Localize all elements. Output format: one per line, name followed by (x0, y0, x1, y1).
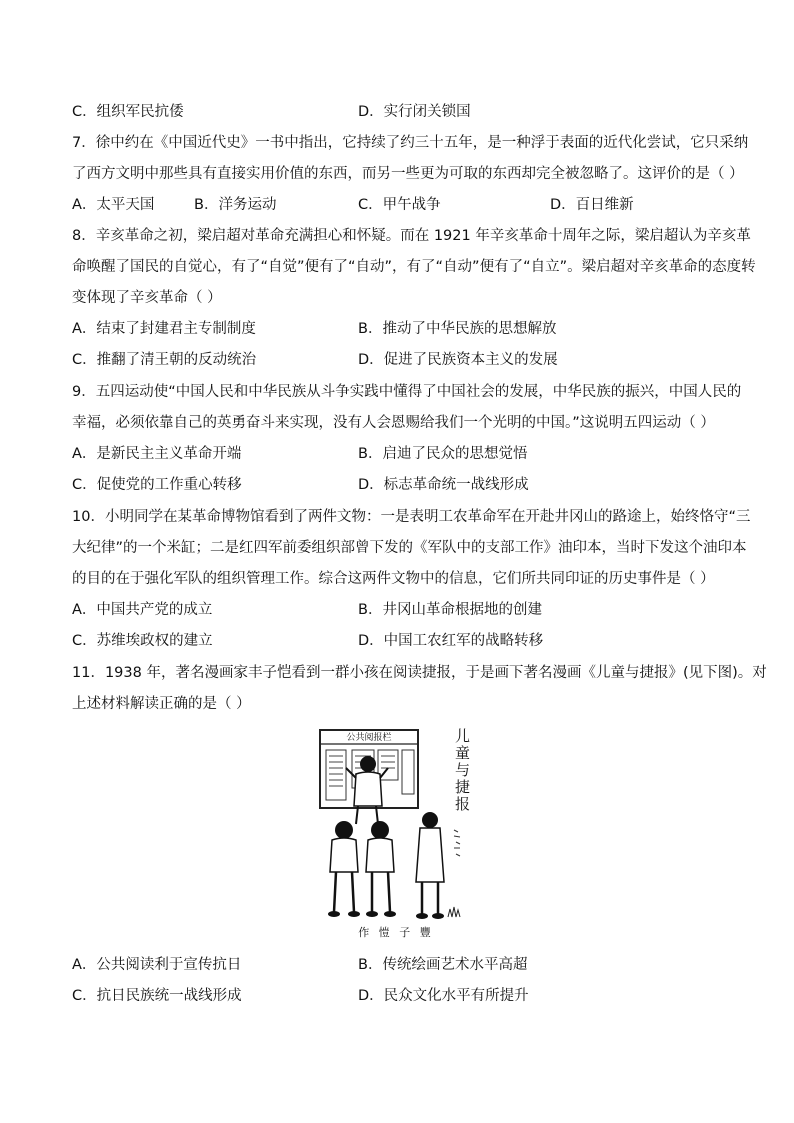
child-head-top (360, 756, 376, 772)
q9-option-a: A．是新民主主义革命开端 (72, 446, 242, 462)
q11-option-d: D．民众文化水平有所提升 (358, 988, 529, 1004)
artist-signature (454, 830, 460, 856)
q9-option-c: C．促使党的工作重心转移 (72, 477, 242, 493)
q6-option-c: C．组织军民抗倭 (72, 104, 184, 120)
child-head-left (335, 821, 353, 839)
q6-option-d: D．实行闭关锁国 (358, 104, 471, 120)
q8-stem-line-2: 命唤醒了国民的自觉心，有了“自觉”便有了“自动”，有了“自动”便有了“自立”。梁启超对辛亥革命的态度转 (72, 259, 756, 275)
q9-option-b: B．启迪了民众的思想觉悟 (358, 446, 528, 462)
q10-option-a: A．中国共产党的成立 (72, 602, 213, 618)
q10-option-c: C．苏维埃政权的建立 (72, 633, 213, 649)
q8-option-b: B．推动了中华民族的思想解放 (358, 321, 557, 337)
q8-stem-line-1: 8．辛亥革命之初，梁启超对革命充满担心和怀疑。而在 1921 年辛亥革命十周年之际，梁启超认为辛亥革 (72, 228, 751, 244)
q8-stem-line-3: 变体现了辛亥革命（ ） (72, 290, 222, 306)
vertical-title: 儿童与捷报 (453, 728, 471, 813)
q7-option-a: A．太平天国 (72, 197, 155, 213)
q7-option-d: D．百日维新 (550, 197, 634, 213)
q7-stem-line-2: 了西方文明中那些具有直接实用价值的东西，而另一些更为可取的东西却完全被忽略了。这评价的是（ ） (72, 166, 744, 182)
q11-option-b: B．传统绘画艺术水平高超 (358, 957, 528, 973)
q7-option-c: C．甲午战争 (358, 197, 441, 213)
q10-stem-line-1: 10．小明同学在某革命博物馆看到了两件文物：一是表明工农革命军在开赴井冈山的路途上，始终恪守“三 (72, 509, 751, 525)
q9-stem-line-1: 9．五四运动使“中国人民和中华民族从斗争实践中懂得了中国社会的发展，中华民族的振兴，中国人民的 (72, 384, 742, 400)
q11-stem-line-2: 上述材料解读正确的是（ ） (72, 696, 251, 712)
board-title: 公共阅报栏 (346, 733, 392, 743)
q8-option-c: C．推翻了清王朝的反动统治 (72, 352, 257, 368)
child-head-standing (422, 812, 438, 828)
q11-option-a: A．公共阅读利于宣传抗日 (72, 957, 242, 973)
q10-stem-line-2: 大纪律”的一个米缸；二是红四军前委组织部曾下发的《军队中的支部工作》油印本，当时下发这个油印本 (72, 540, 747, 556)
cartoon-illustration (316, 722, 476, 940)
q8-option-a: A．结束了封建君主专制制度 (72, 321, 256, 337)
q11-option-c: C．抗日民族统一战线形成 (72, 988, 242, 1004)
q10-stem-line-3: 的目的在于强化军队的组织管理工作。综合这两件文物中的信息，它们所共同印证的历史事件是（ ） (72, 571, 715, 587)
q9-stem-line-2: 幸福，必须依靠自己的英勇奋斗来实现，没有人会恩赐给我们一个光明的中国。”这说明五四运动（ ） (72, 415, 715, 431)
cartoon-caption: 作 愷 子 豐 (358, 926, 434, 939)
q10-option-b: B．井冈山革命根据地的创建 (358, 602, 542, 618)
q10-option-d: D．中国工农红军的战略转移 (358, 633, 544, 649)
q7-stem-line-1: 7．徐中约在《中国近代史》一书中指出，它持续了约三十五年，是一种浮于表面的近代化尝试，它只采纳 (72, 135, 749, 151)
q7-option-b: B．洋务运动 (194, 197, 277, 213)
q8-option-d: D．促进了民族资本主义的发展 (358, 352, 558, 368)
child-head-right (371, 821, 389, 839)
q9-option-d: D．标志革命统一战线形成 (358, 477, 529, 493)
q11-stem-line-1: 11．1938 年，著名漫画家丰子恺看到一群小孩在阅读捷报，于是画下著名漫画《儿童与捷报》(见下图)。对 (72, 665, 767, 681)
